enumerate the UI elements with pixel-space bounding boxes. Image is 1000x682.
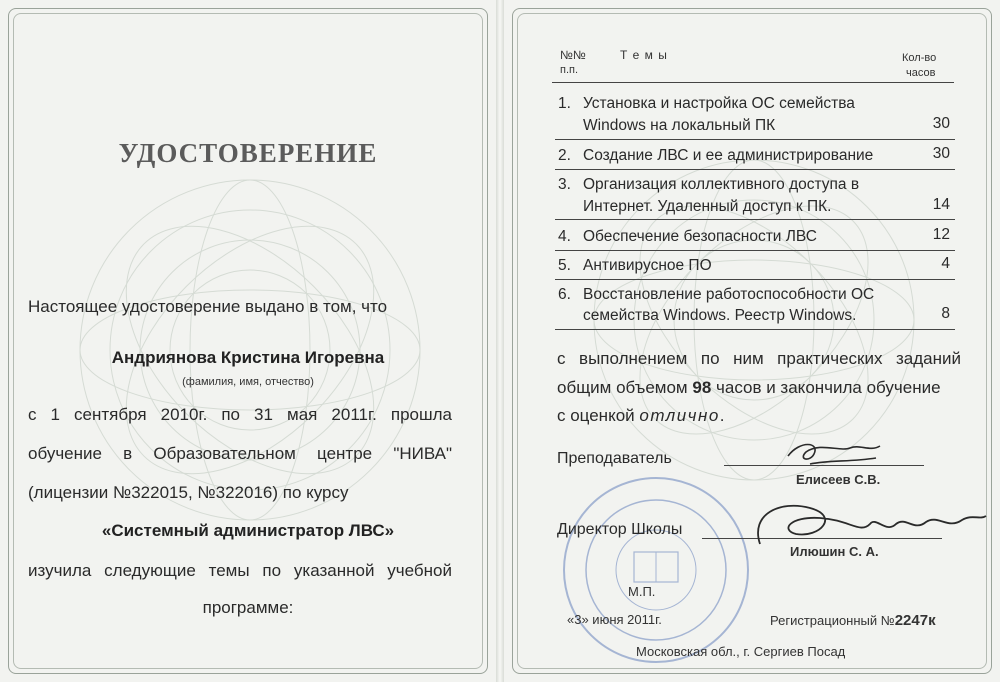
teacher-name: Елисеев С.В. <box>796 472 881 487</box>
topic-hours: 30 <box>932 115 950 132</box>
topic-line: Создание ЛВС и ее администрирование <box>583 147 874 164</box>
topic-number: 3. <box>558 176 571 193</box>
topic-hours: 4 <box>941 255 950 272</box>
topic-hours: 8 <box>941 305 950 322</box>
center-line: обучение в Образовательном центре "НИВА" <box>28 444 452 463</box>
registration-label: Регистрационный № <box>770 613 895 628</box>
topic-hours: 30 <box>932 145 950 162</box>
intro-text: Настоящее удостоверение выдано в том, что <box>28 297 388 316</box>
summary-line: с выполнением по ним практических заданий <box>557 349 961 368</box>
study-period-line: с 1 сентября 2010г. по 31 мая 2011г. прошла <box>28 405 452 424</box>
topic-line: семейства Windows. Реестр Windows. <box>583 307 857 324</box>
total-hours: 98 <box>692 378 712 397</box>
summary-line-grade <box>557 406 725 426</box>
topic-line: Антивирусное ПО <box>583 257 712 274</box>
document-title: УДОСТОВЕРЕНИЕ <box>118 138 378 168</box>
studied-line: изучила следующие темы по указанной учебной <box>28 561 452 580</box>
col-topics-header: Т е м ы <box>620 48 668 62</box>
topic-rule <box>555 169 955 170</box>
page-fold <box>496 0 504 682</box>
summary-line-volume <box>557 378 941 398</box>
seal-place-label: М.П. <box>628 584 656 599</box>
final-grade: отлично <box>639 406 720 425</box>
program-line: программе: <box>202 598 294 617</box>
teacher-label: Преподаватель <box>557 450 672 467</box>
certificate-left-page <box>0 0 496 682</box>
holder-full-name: Андриянова Кристина Игоревна <box>111 348 385 367</box>
license-line: (лицензии №322015, №322016) по курсу <box>28 483 349 502</box>
topic-hours: 14 <box>932 196 950 213</box>
topic-line: Windows на локальный ПК <box>583 117 776 134</box>
summary-text: часов и закончила обучение <box>711 378 941 397</box>
issue-date: «3» июня 2011г. <box>567 612 662 627</box>
topic-rule <box>555 250 955 251</box>
summary-text: общим объемом <box>557 378 693 397</box>
topic-number: 1. <box>558 95 571 112</box>
name-hint: (фамилия, имя, отчество) <box>182 376 314 388</box>
course-name: «Системный администратор ЛВС» <box>101 521 395 540</box>
col-num-subheader: п.п. <box>560 64 579 76</box>
topic-line: Установка и настройка ОС семейства <box>583 95 855 112</box>
topic-rule <box>555 329 955 330</box>
director-name: Илюшин С. А. <box>790 544 879 559</box>
topic-number: 4. <box>558 228 571 245</box>
topic-line: Восстановление работоспособности ОС <box>583 286 875 303</box>
issue-place: Московская обл., г. Сергиев Посад <box>636 644 846 659</box>
table-header-rule <box>552 82 954 83</box>
topic-line: Интернет. Удаленный доступ к ПК. <box>583 198 832 215</box>
summary-text: с оценкой <box>557 406 640 425</box>
topic-hours: 12 <box>932 226 950 243</box>
topic-rule <box>555 139 955 140</box>
topic-rule <box>555 279 955 280</box>
registration-number <box>770 612 936 629</box>
col-num-header: №№ <box>560 48 586 62</box>
topic-line: Обеспечение безопасности ЛВС <box>583 228 817 245</box>
topic-number: 6. <box>558 286 571 303</box>
col-hours-header: Кол-во <box>902 52 937 64</box>
topic-number: 5. <box>558 257 571 274</box>
registration-value: 2247к <box>894 612 936 629</box>
topic-line: Организация коллективного доступа в <box>583 176 860 193</box>
teacher-signature <box>780 434 890 474</box>
topic-number: 2. <box>558 147 571 164</box>
topic-rule <box>555 219 955 220</box>
summary-text: . <box>719 406 725 425</box>
director-label: Директор Школы <box>557 521 683 538</box>
col-hours-subheader: часов <box>906 67 936 79</box>
